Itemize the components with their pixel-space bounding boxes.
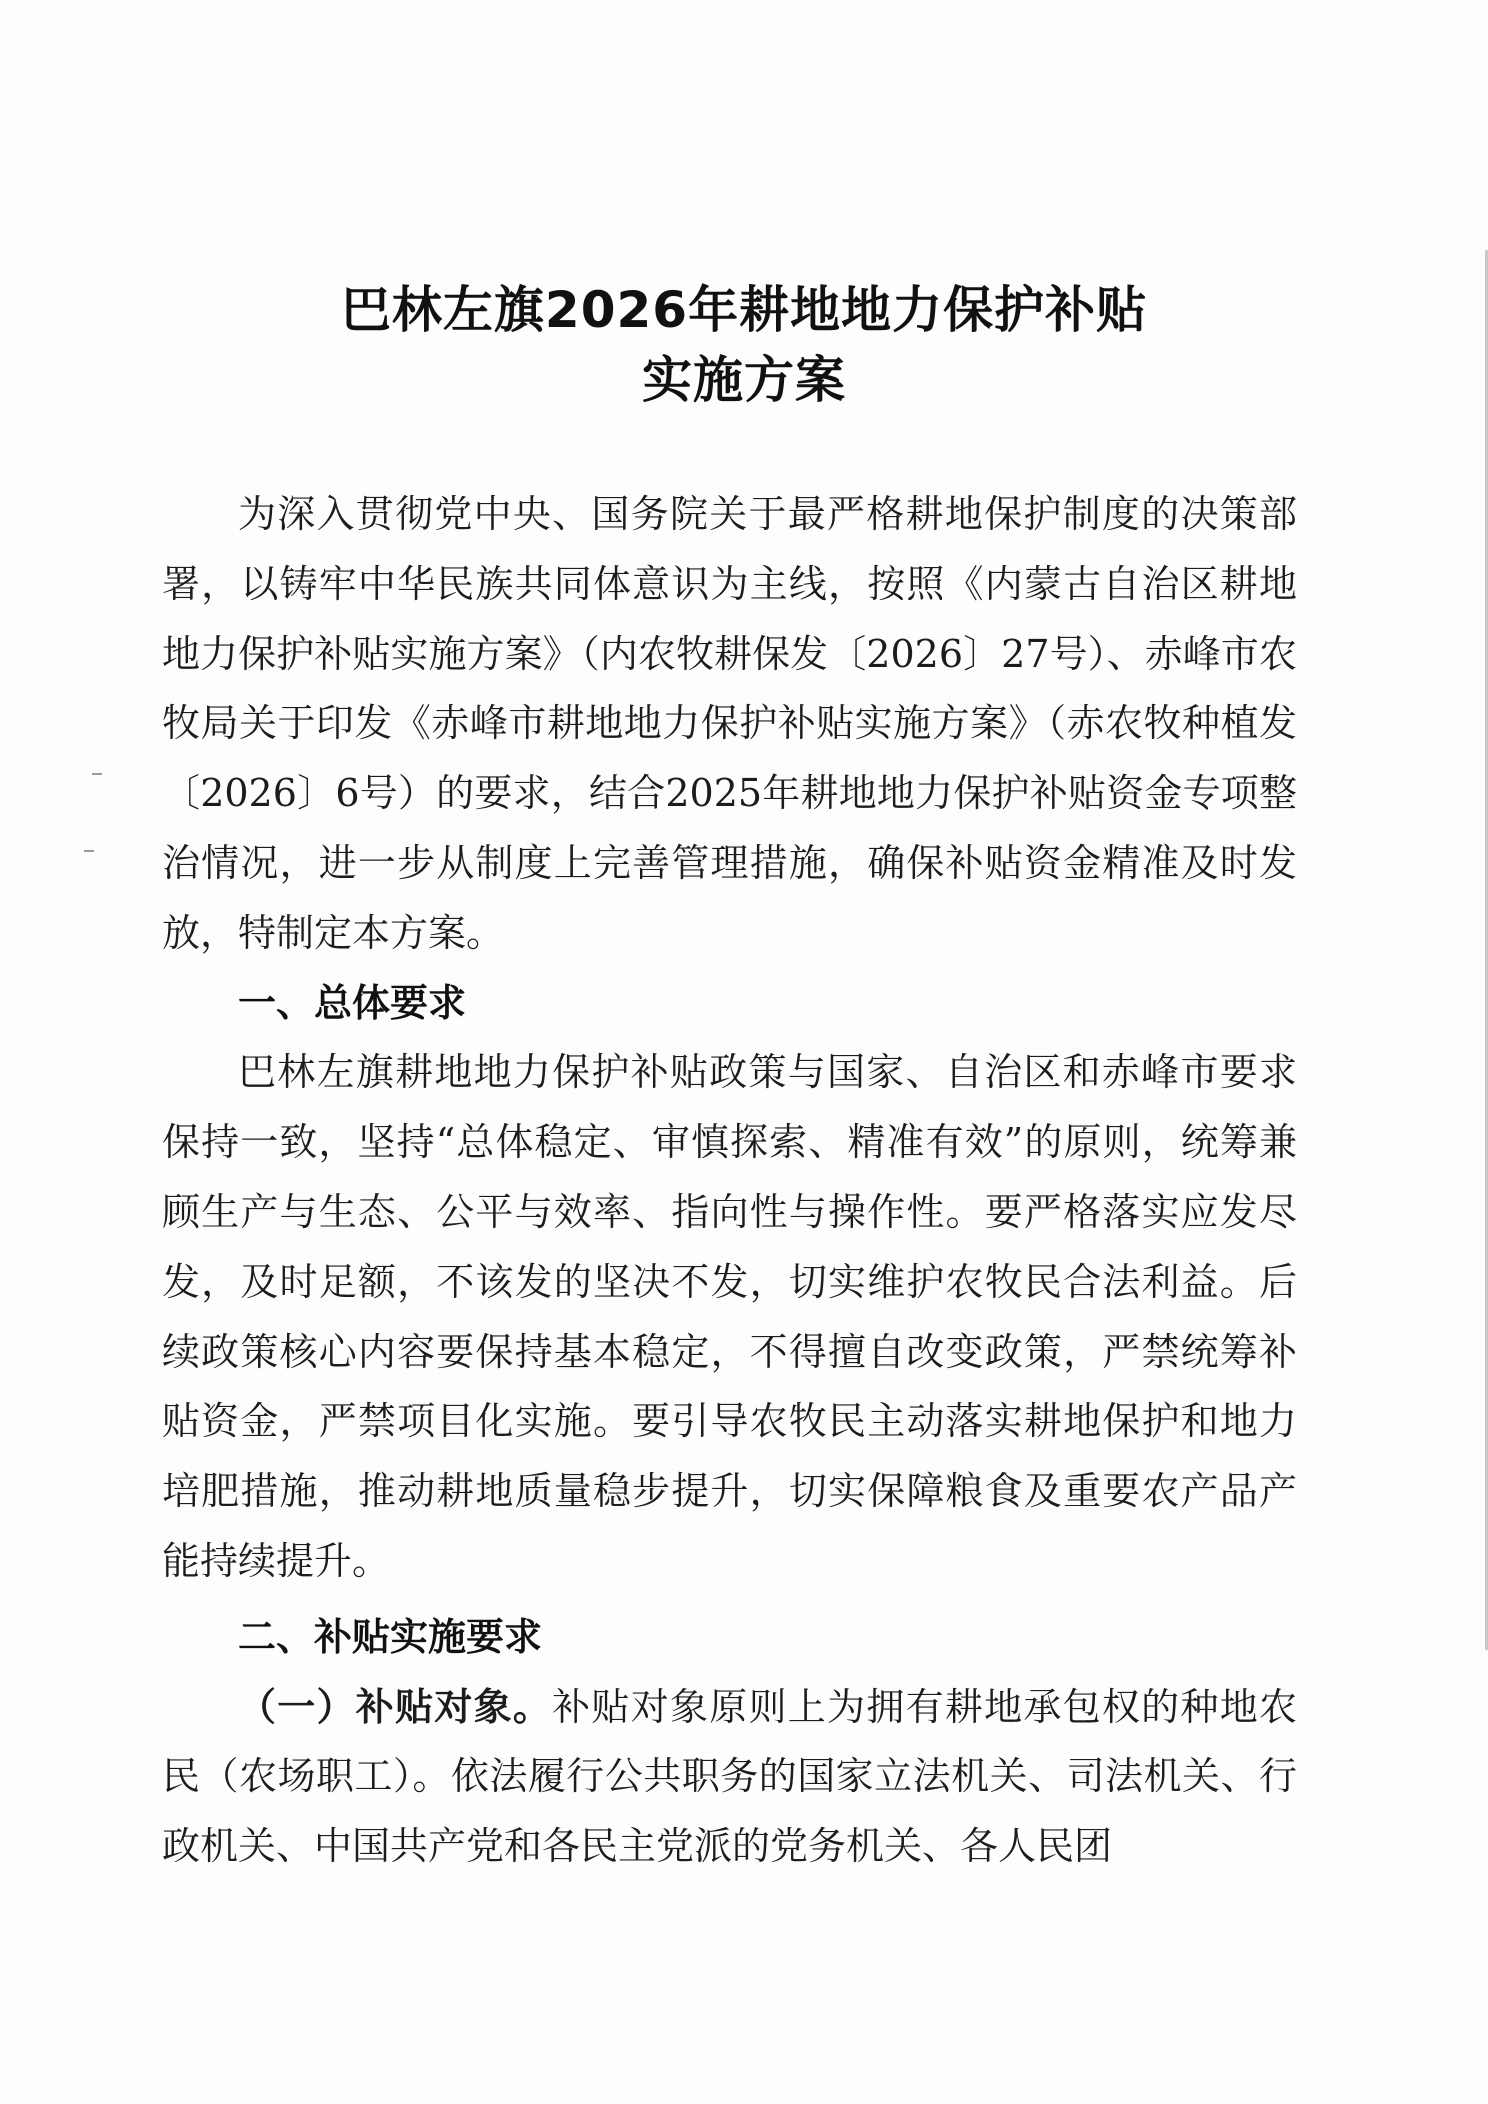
document-title-line2: 实施方案 <box>642 351 846 409</box>
section1-heading: 一、总体要求 <box>238 980 467 1025</box>
subsection1-paragraph <box>162 1673 1297 1882</box>
document-body <box>162 480 1297 1882</box>
subsection1-text: 补贴对象原则上为拥有耕地承包权的种地农民（农场职工）。依法履行公共职务的国家立法机关、司法机关、行政机关、中国共产党和各民主党派的党务机关、各人民团 <box>162 1684 1297 1869</box>
document-title-line1: 巴林左旗2026年耕地地力保护补贴 <box>340 281 1148 339</box>
subsection1-lead: （一）补贴对象。 <box>238 1684 553 1729</box>
scan-mark <box>92 773 102 775</box>
section1-paragraph: 巴林左旗耕地地力保护补贴政策与国家、自治区和赤峰市要求保持一致，坚持“总体稳定、审慎探索、精准有效”的原则，统筹兼顾生产与生态、公平与效率、指向性与操作性。要严格落实应发尽发，及时足额，不该发的坚决不发，切实维护农牧民合法利益。后续政策核心内容要保持基本稳定，不得擅自改变政策，严禁统筹补贴资金，严禁项目化实施。要引导农牧民主动落实耕地保护和地力培肥措施，推动耕地质量稳步提升，切实保障粮食及重要农产品产能持续提升。 <box>162 1050 1297 1583</box>
section2-heading: 二、补贴实施要求 <box>238 1614 543 1659</box>
intro-paragraph: 为深入贯彻党中央、国务院关于最严格耕地保护制度的决策部署，以铸牢中华民族共同体意识为主线，按照《内蒙古自治区耕地地力保护补贴实施方案》（内农牧耕保发〔2026〕27号）、赤峰市农牧局关于印发《赤峰市耕地地力保护补贴实施方案》（赤农牧种植发〔2026〕6号）的要求，结合2025年耕地地力保护补贴资金专项整治情况，进一步从制度上完善管理措施，确保补贴资金精准及时发放，特制定本方案。 <box>162 492 1297 955</box>
scan-mark <box>84 850 94 852</box>
